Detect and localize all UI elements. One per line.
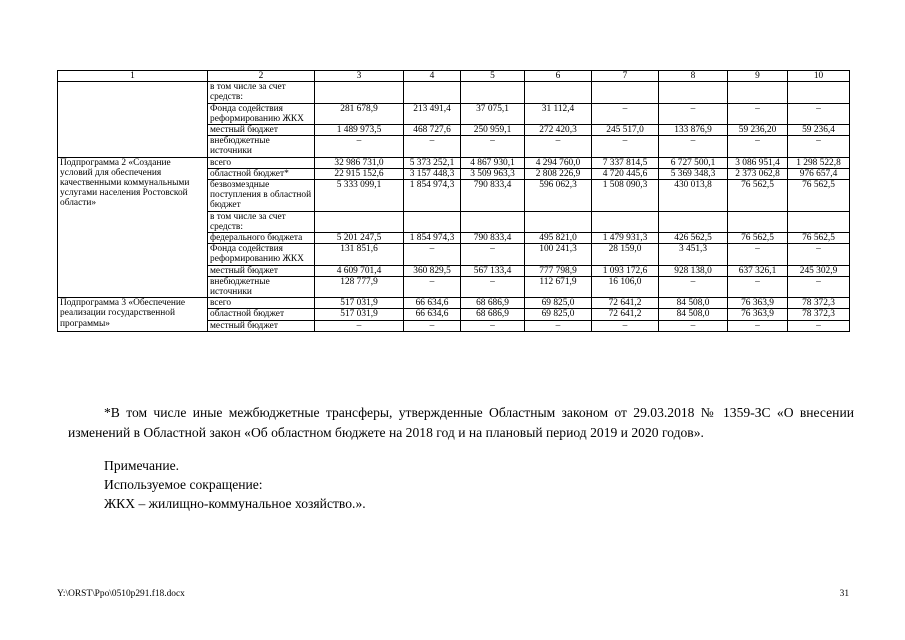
table-header-row xyxy=(58,71,850,82)
amount-cell: 272 420,3 xyxy=(525,125,592,136)
table-row xyxy=(58,298,850,309)
header-cell: 3 xyxy=(315,71,404,82)
amount-cell: – xyxy=(728,136,788,157)
amount-cell: 1 479 931,3 xyxy=(592,233,659,244)
funding-source-cell: местный бюджет xyxy=(208,320,315,331)
table-row xyxy=(58,157,850,168)
amount-cell: – xyxy=(728,244,788,265)
note-block xyxy=(104,456,804,513)
amount-cell: 2 373 062,8 xyxy=(728,168,788,179)
amount-cell: 76 363,9 xyxy=(728,309,788,320)
amount-cell: 32 986 731,0 xyxy=(315,157,404,168)
amount-cell: – xyxy=(404,276,461,297)
amount-cell: 28 159,0 xyxy=(592,244,659,265)
amount-cell xyxy=(728,211,788,232)
amount-cell: 5 201 247,5 xyxy=(315,233,404,244)
funding-source-cell: федерального бюджета xyxy=(208,233,315,244)
amount-cell: 360 829,5 xyxy=(404,265,461,276)
amount-cell: 72 641,2 xyxy=(592,298,659,309)
amount-cell: 69 825,0 xyxy=(525,298,592,309)
amount-cell: 128 777,9 xyxy=(315,276,404,297)
program-name-cell: Подпрограмма 2 «Создание условий для обеспечения качественными коммунальными услугами населения Ростовской области» xyxy=(58,157,208,298)
funding-source-cell: областной бюджет xyxy=(208,309,315,320)
amount-cell: – xyxy=(461,320,525,331)
amount-cell: 596 062,3 xyxy=(525,180,592,212)
amount-cell: – xyxy=(659,136,728,157)
amount-cell: 37 075,1 xyxy=(461,103,525,124)
amount-cell: 68 686,9 xyxy=(461,309,525,320)
amount-cell: 1 093 172,6 xyxy=(592,265,659,276)
amount-cell: 777 798,9 xyxy=(525,265,592,276)
amount-cell xyxy=(659,211,728,232)
table-row xyxy=(58,82,850,103)
amount-cell: – xyxy=(788,136,850,157)
amount-cell: 790 833,4 xyxy=(461,180,525,212)
amount-cell: 4 294 760,0 xyxy=(525,157,592,168)
amount-cell: 76 562,5 xyxy=(728,180,788,212)
header-cell: 6 xyxy=(525,71,592,82)
amount-cell: 78 372,3 xyxy=(788,298,850,309)
amount-cell: 76 562,5 xyxy=(728,233,788,244)
amount-cell: 100 241,3 xyxy=(525,244,592,265)
funding-source-cell: областной бюджет* xyxy=(208,168,315,179)
amount-cell: 3 157 448,3 xyxy=(404,168,461,179)
header-cell: 4 xyxy=(404,71,461,82)
amount-cell: 5 373 252,1 xyxy=(404,157,461,168)
amount-cell: 4 867 930,1 xyxy=(461,157,525,168)
amount-cell: 976 657,4 xyxy=(788,168,850,179)
amount-cell: 76 363,9 xyxy=(728,298,788,309)
header-cell: 1 xyxy=(58,71,208,82)
amount-cell: 72 641,2 xyxy=(592,309,659,320)
amount-cell xyxy=(404,82,461,103)
amount-cell: 430 013,8 xyxy=(659,180,728,212)
amount-cell: – xyxy=(728,103,788,124)
amount-cell: 790 833,4 xyxy=(461,233,525,244)
header-cell: 10 xyxy=(788,71,850,82)
amount-cell: 3 509 963,3 xyxy=(461,168,525,179)
amount-cell: 69 825,0 xyxy=(525,309,592,320)
amount-cell: 426 562,5 xyxy=(659,233,728,244)
amount-cell: – xyxy=(404,244,461,265)
amount-cell xyxy=(592,211,659,232)
amount-cell: – xyxy=(525,320,592,331)
amount-cell: 68 686,9 xyxy=(461,298,525,309)
funding-source-cell: внебюджетные источники xyxy=(208,136,315,157)
amount-cell: 4 720 445,6 xyxy=(592,168,659,179)
amount-cell: – xyxy=(461,244,525,265)
amount-cell xyxy=(788,82,850,103)
amount-cell: – xyxy=(404,320,461,331)
amount-cell: 637 326,1 xyxy=(728,265,788,276)
amount-cell xyxy=(315,211,404,232)
amount-cell: 1 298 522,8 xyxy=(788,157,850,168)
funding-source-cell: в том числе за счет средств: xyxy=(208,211,315,232)
amount-cell: – xyxy=(659,103,728,124)
budget-table-body xyxy=(58,71,850,332)
footer-file-path: Y:\ORST\Ppo\0510p291.f18.docx xyxy=(57,589,185,599)
amount-cell: 66 634,6 xyxy=(404,298,461,309)
amount-cell: 84 508,0 xyxy=(659,298,728,309)
amount-cell: 250 959,1 xyxy=(461,125,525,136)
header-cell: 9 xyxy=(728,71,788,82)
amount-cell xyxy=(592,82,659,103)
amount-cell: – xyxy=(461,276,525,297)
page-number: 31 xyxy=(839,589,849,599)
amount-cell xyxy=(461,211,525,232)
amount-cell: 16 106,0 xyxy=(592,276,659,297)
amount-cell: 245 302,9 xyxy=(788,265,850,276)
amount-cell: 3 086 951,4 xyxy=(728,157,788,168)
amount-cell: 76 562,5 xyxy=(788,233,850,244)
header-cell: 2 xyxy=(208,71,315,82)
amount-cell xyxy=(315,82,404,103)
funding-source-cell: всего xyxy=(208,298,315,309)
amount-cell: 133 876,9 xyxy=(659,125,728,136)
amount-cell: – xyxy=(659,276,728,297)
amount-cell: 567 133,4 xyxy=(461,265,525,276)
amount-cell: 22 915 152,6 xyxy=(315,168,404,179)
amount-cell: 3 451,3 xyxy=(659,244,728,265)
amount-cell xyxy=(788,211,850,232)
amount-cell: 5 369 348,3 xyxy=(659,168,728,179)
note-title: Примечание. xyxy=(104,458,180,473)
amount-cell: 1 489 973,5 xyxy=(315,125,404,136)
amount-cell: – xyxy=(592,103,659,124)
amount-cell: 66 634,6 xyxy=(404,309,461,320)
amount-cell: 213 491,4 xyxy=(404,103,461,124)
header-cell: 5 xyxy=(461,71,525,82)
budget-table xyxy=(57,70,850,332)
amount-cell: 6 727 500,1 xyxy=(659,157,728,168)
amount-cell: – xyxy=(592,320,659,331)
header-cell: 8 xyxy=(659,71,728,82)
amount-cell: 517 031,9 xyxy=(315,309,404,320)
amount-cell: – xyxy=(788,103,850,124)
amount-cell: – xyxy=(525,136,592,157)
amount-cell: 1 854 974,3 xyxy=(404,233,461,244)
amount-cell: – xyxy=(728,276,788,297)
amount-cell: – xyxy=(461,136,525,157)
funding-source-cell: Фонда содействия реформированию ЖКХ xyxy=(208,244,315,265)
amount-cell: – xyxy=(315,320,404,331)
amount-cell: 4 609 701,4 xyxy=(315,265,404,276)
amount-cell xyxy=(659,82,728,103)
amount-cell: 31 112,4 xyxy=(525,103,592,124)
amount-cell: 84 508,0 xyxy=(659,309,728,320)
amount-cell: – xyxy=(592,136,659,157)
funding-source-cell: внебюджетные источники xyxy=(208,276,315,297)
amount-cell: 1 854 974,3 xyxy=(404,180,461,212)
amount-cell: – xyxy=(659,320,728,331)
amount-cell: 495 821,0 xyxy=(525,233,592,244)
amount-cell: 1 508 090,3 xyxy=(592,180,659,212)
header-cell: 7 xyxy=(592,71,659,82)
amount-cell: – xyxy=(788,320,850,331)
amount-cell: 7 337 814,5 xyxy=(592,157,659,168)
program-name-cell: Подпрограмма 3 «Обеспечение реализации государственной программы» xyxy=(58,298,208,332)
amount-cell: 245 517,0 xyxy=(592,125,659,136)
amount-cell xyxy=(525,82,592,103)
amount-cell: – xyxy=(315,136,404,157)
funding-source-cell: безвозмездные поступления в областной бюджет xyxy=(208,180,315,212)
amount-cell: 59 236,4 xyxy=(788,125,850,136)
amount-cell xyxy=(728,82,788,103)
amount-cell: 5 333 099,1 xyxy=(315,180,404,212)
program-name-cell xyxy=(58,82,208,157)
amount-cell: 112 671,9 xyxy=(525,276,592,297)
funding-source-cell: Фонда содействия реформированию ЖКХ xyxy=(208,103,315,124)
amount-cell xyxy=(461,82,525,103)
amount-cell: 468 727,6 xyxy=(404,125,461,136)
amount-cell: – xyxy=(788,244,850,265)
amount-cell xyxy=(525,211,592,232)
amount-cell: 76 562,5 xyxy=(788,180,850,212)
amount-cell: – xyxy=(728,320,788,331)
note-abbr: ЖКХ – жилищно-коммунальное хозяйство.». xyxy=(104,496,366,511)
amount-cell: – xyxy=(788,276,850,297)
funding-source-cell: местный бюджет xyxy=(208,125,315,136)
amount-cell: 78 372,3 xyxy=(788,309,850,320)
note-abbr-heading: Используемое сокращение: xyxy=(104,477,263,492)
footnote: *В том числе иные межбюджетные трансферы, утвержденные Областным законом от 29.03.2018 № 1359-ЗС «О внесении изменений в Областной закон «Об областном бюджете на 2018 год и на плановый период 2019 и 2020 годов». xyxy=(68,405,854,440)
funding-source-cell: местный бюджет xyxy=(208,265,315,276)
amount-cell xyxy=(404,211,461,232)
amount-cell: 59 236,20 xyxy=(728,125,788,136)
amount-cell: – xyxy=(404,136,461,157)
amount-cell: 517 031,9 xyxy=(315,298,404,309)
amount-cell: 281 678,9 xyxy=(315,103,404,124)
amount-cell: 2 808 226,9 xyxy=(525,168,592,179)
amount-cell: 131 851,6 xyxy=(315,244,404,265)
funding-source-cell: в том числе за счет средств: xyxy=(208,82,315,103)
amount-cell: 928 138,0 xyxy=(659,265,728,276)
funding-source-cell: всего xyxy=(208,157,315,168)
